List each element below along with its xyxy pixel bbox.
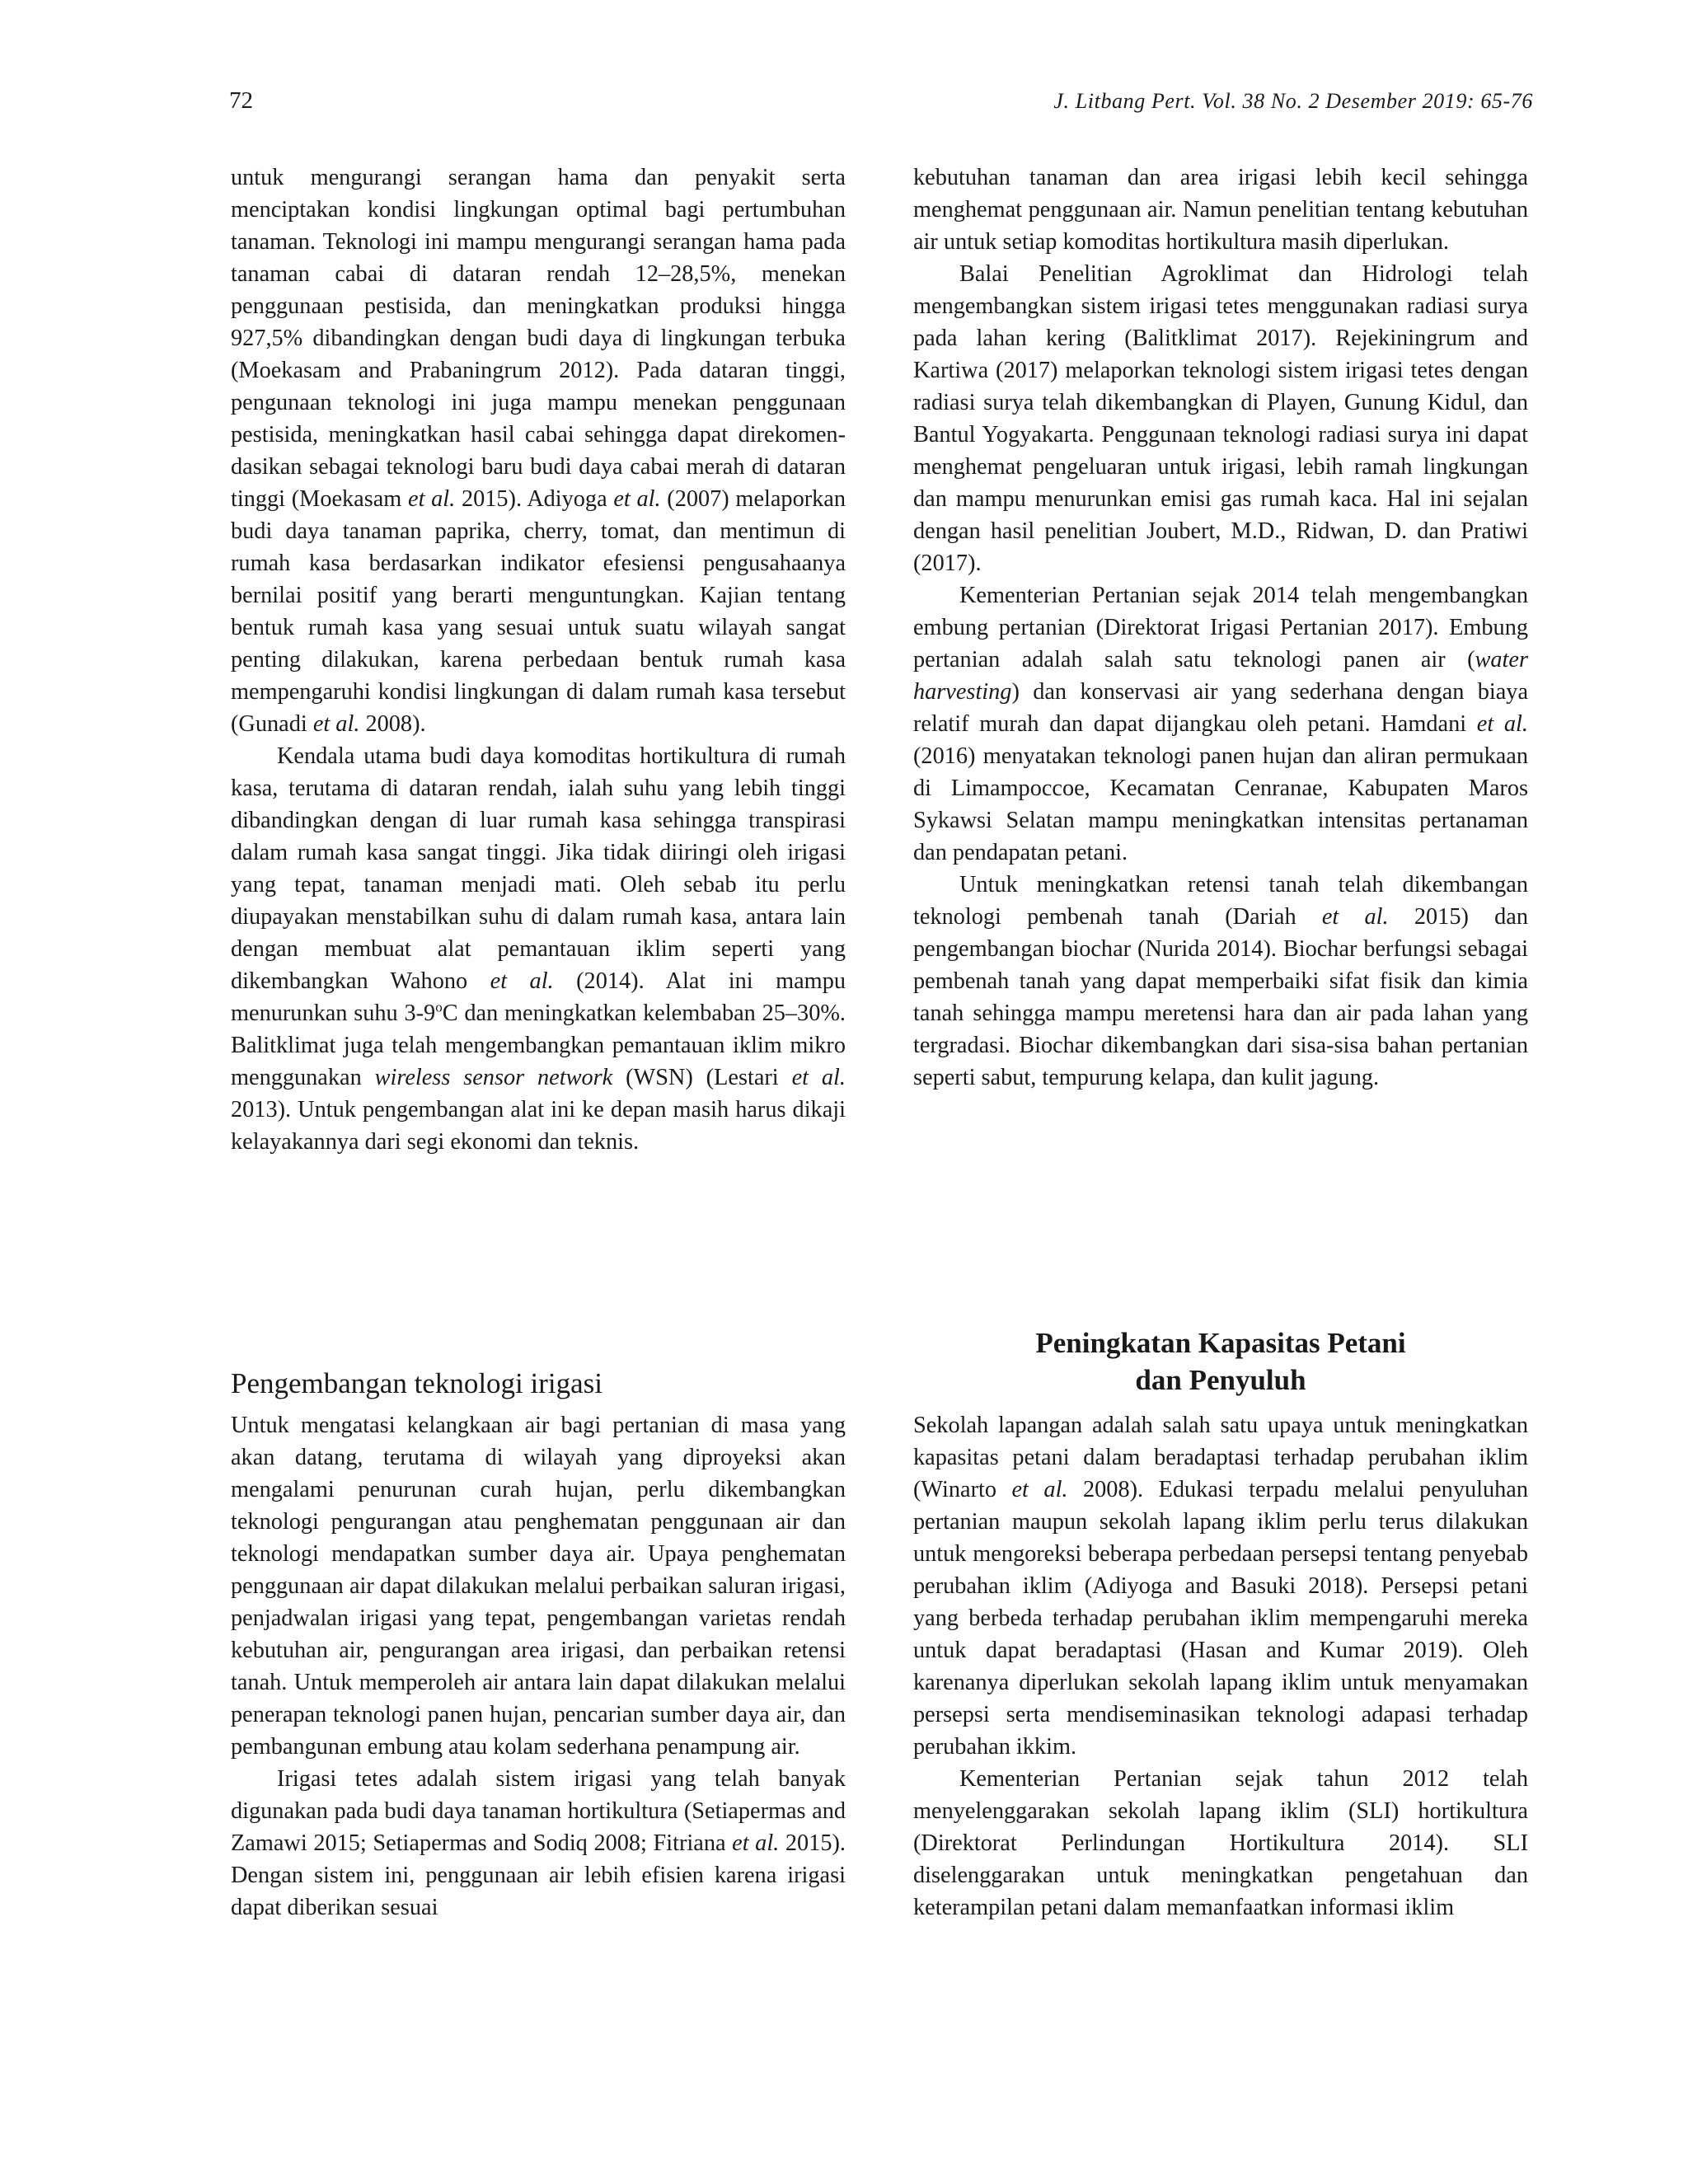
italic-text: et al. xyxy=(1011,1477,1068,1502)
text-run: Kementerian Pertanian sejak 2014 telah mengembangkan embung pertanian (Direktorat Irigasi Pertanian 2017). Embung pertanian adalah salah satu teknologi panen air ( xyxy=(913,583,1528,673)
text-run: 2008). xyxy=(359,711,426,737)
text-run: ) dan konservasi air yang sederhana dengan biaya relatif murah dan dapat dijangkau oleh petani. Hamdani xyxy=(913,679,1528,737)
paragraph xyxy=(231,1409,846,1763)
text-run: Irigasi tetes adalah sistem irigasi yang telah banyak digunakan pada budi daya tanaman hortikultura (Setiapermas and Zamawi 2015; Setiapermas and Sodiq 2008; Fitriana xyxy=(231,1766,846,1856)
section-heading-line-2: dan Penyuluh xyxy=(1135,1364,1306,1397)
paragraph xyxy=(913,1763,1528,1924)
text-run: untuk mengurangi serangan hama dan penyakit serta menciptakan kondisi lingkungan optimal bagi pertumbuhan tanaman. Teknologi ini mampu mengurangi serangan hama pada tanaman cabai di dataran rendah 12–28,5%, menekan penggunaan pestisida, dan meningkatkan produksi hingga 927,5% dibandingkan dengan budi daya di lingkungan terbuka (Moekasam and Prabaningrum 2012). Pada dataran tinggi, pengunaan teknologi ini juga mampu menekan penggunaan pestisida, meningkatkan hasil cabai sehingga dapat direkomen-dasikan sebagai teknologi baru budi daya cabai merah di dataran tinggi (Moekasam xyxy=(231,165,846,512)
text-run: Sekolah lapangan adalah salah satu upaya untuk meningkatkan kapasitas petani dalam beradaptasi terhadap perubahan iklim (Winarto xyxy=(913,1413,1528,1502)
paragraph xyxy=(913,579,1528,869)
italic-text: et al. xyxy=(732,1830,780,1856)
italic-text: et al. xyxy=(1321,904,1389,930)
text-run: 2015). Adiyoga xyxy=(455,486,614,512)
text-run: (2016) menyatakan teknologi panen hujan dan aliran permukaan di Limampoccoe, Kecamatan Cenranae, Kabupaten Maros Sykawsi Selatan mampu meningkatkan intensitas pertanaman dan pendapatan petani. xyxy=(913,743,1528,865)
italic-text: et al. xyxy=(1476,711,1528,737)
right-column-top xyxy=(913,162,1528,1094)
text-run: Untuk meningkatkan retensi tanah telah dikembangan teknologi pembenah tanah (Dariah xyxy=(913,872,1528,930)
text-run: 2015) dan pengembangan biochar (Nurida 2014). Biochar berfungsi sebagai pembenah tanah yang dapat memperbaiki sifat fisik dan kimia tanah sehingga mampu meretensi hara dan air pada lahan yang tergradasi. Biochar dikembangkan dari sisa-sisa bahan pertanian seperti sabut, tempurung kelapa, dan kulit jagung. xyxy=(913,904,1528,1090)
section-heading-line-1: Peningkatan Kapasitas Petani xyxy=(1035,1327,1406,1360)
paragraph xyxy=(231,740,846,1158)
italic-text: et al. xyxy=(791,1065,846,1090)
subsection-heading: Pengembangan teknologi irigasi xyxy=(231,1367,603,1399)
italic-text: et al. xyxy=(613,486,661,512)
left-column-top xyxy=(231,162,846,1158)
text-run: 2008). Edukasi terpadu melalui penyuluhan pertanian maupun sekolah lapang iklim perlu terus dilakukan untuk mengoreksi beberapa perbedaan persepsi tentang penyebab perubahan iklim (Adiyoga and Basuki 2018). Persepsi petani yang berbeda terhadap perubahan iklim mempengaruhi mereka untuk dapat beradaptasi (Hasan and Kumar 2019). Oleh karenanya diperlukan sekolah lapang iklim untuk menyamakan persepsi serta mendiseminasikan teknologi adapasi terhadap perubahan ikkim. xyxy=(913,1477,1528,1760)
paragraph xyxy=(913,162,1528,258)
paragraph xyxy=(913,869,1528,1094)
left-column-bottom xyxy=(231,1409,846,1924)
italic-text: water harvesting xyxy=(913,647,1528,705)
text-run: kebutuhan tanaman dan area irigasi lebih kecil sehingga menghemat penggunaan air. Namun penelitian tentang kebutuhan air untuk setiap komoditas hortikultura masih diperlukan. xyxy=(913,165,1528,255)
paragraph xyxy=(231,1763,846,1924)
italic-text: et al. xyxy=(312,711,360,737)
page-number: 72 xyxy=(229,87,253,114)
text-run: (2014). Alat ini mampu menurunkan suhu 3-9 xyxy=(231,968,846,1026)
text-run: (2007) melaporkan budi daya tanaman paprika, cherry, tomat, dan mentimun di rumah kasa berdasarkan indikator efesiensi pengusahaanya bernilai positif yang berarti menguntungkan. Kajian tentang bentuk rumah kasa yang sesuai untuk suatu wilayah sangat penting dilakukan, karena perbedaan bentuk rumah kasa mempengaruhi kondisi lingkungan di dalam rumah kasa tersebut (Gunadi xyxy=(231,486,846,737)
italic-text: wireless sensor network xyxy=(374,1065,613,1090)
journal-header: J. Litbang Pert. Vol. 38 No. 2 Desember 2019: 65-76 xyxy=(1053,89,1533,113)
italic-text: et al. xyxy=(490,968,554,994)
section-heading xyxy=(913,1324,1528,1399)
right-column-bottom xyxy=(913,1409,1528,1924)
text-run: Kementerian Pertanian sejak tahun 2012 telah menyelenggarakan sekolah lapang iklim (SLI) hortikultura (Direktorat Perlindungan Hortikultura 2014). SLI diselenggarakan untuk meningkatkan pengetahuan dan keterampilan petani dalam memanfaatkan informasi iklim xyxy=(913,1766,1528,1920)
paragraph xyxy=(231,162,846,740)
paragraph xyxy=(913,258,1528,579)
paragraph xyxy=(913,1409,1528,1763)
text-run: 2013). Untuk pengembangan alat ini ke depan masih harus dikaji kelayakannya dari segi ekonomi dan teknis. xyxy=(231,1097,846,1155)
text-run: C dan meningkatkan kelembaban 25–30%. Balitklimat juga telah mengembangkan pemantauan iklim mikro menggunakan xyxy=(231,1001,846,1090)
text-run: Balai Penelitian Agroklimat dan Hidrologi telah mengembangkan sistem irigasi tetes menggunakan radiasi surya pada lahan kering (Balitklimat 2017). Rejekiningrum and Kartiwa (2017) melaporkan teknologi sistem irigasi tetes dengan radiasi surya telah dikembangkan di Playen, Gunung Kidul, dan Bantul Yogyakarta. Penggunaan teknologi radiasi surya ini dapat menghemat pengeluaran untuk irigasi, lebih ramah lingkungan dan mampu menurunkan emisi gas rumah kaca. Hal ini sejalan dengan hasil penelitian Joubert, M.D., Ridwan, D. dan Pratiwi (2017). xyxy=(913,261,1528,576)
text-run: Untuk mengatasi kelangkaan air bagi pertanian di masa yang akan datang, terutama di wilayah yang diproyeksi akan mengalami penurunan curah hujan, perlu dikembangkan teknologi pengurangan atau penghematan penggunaan air dan teknologi mendapatkan sumber daya air. Upaya penghematan penggunaan air dapat dilakukan melalui perbaikan saluran irigasi, penjadwalan irigasi yang tepat, pengembangan varietas rendah kebutuhan air, pengurangan area irigasi, dan perbaikan retensi tanah. Untuk memperoleh air antara lain dapat dilakukan melalui penerapan teknologi panen hujan, pencarian sumber daya air, dan pembangunan embung atau kolam sederhana penampung air. xyxy=(231,1413,846,1760)
text-run: 2015). Dengan sistem ini, penggunaan air lebih efisien karena irigasi dapat diberikan sesuai xyxy=(231,1830,846,1920)
text-run: Kendala utama budi daya komoditas hortikultura di rumah kasa, terutama di dataran rendah, ialah suhu yang lebih tinggi dibandingkan dengan di luar rumah kasa sehingga transpirasi dalam rumah kasa sangat tinggi. Jika tidak diiringi oleh irigasi yang tepat, tanaman menjadi mati. Oleh sebab itu perlu diupayakan menstabilkan suhu di dalam rumah kasa, antara lain dengan membuat alat pemantauan iklim seperti yang dikembangkan Wahono xyxy=(231,743,846,994)
superscript-text: o xyxy=(435,999,443,1015)
italic-text: et al. xyxy=(408,486,456,512)
text-run: (WSN) (Lestari xyxy=(612,1065,792,1090)
